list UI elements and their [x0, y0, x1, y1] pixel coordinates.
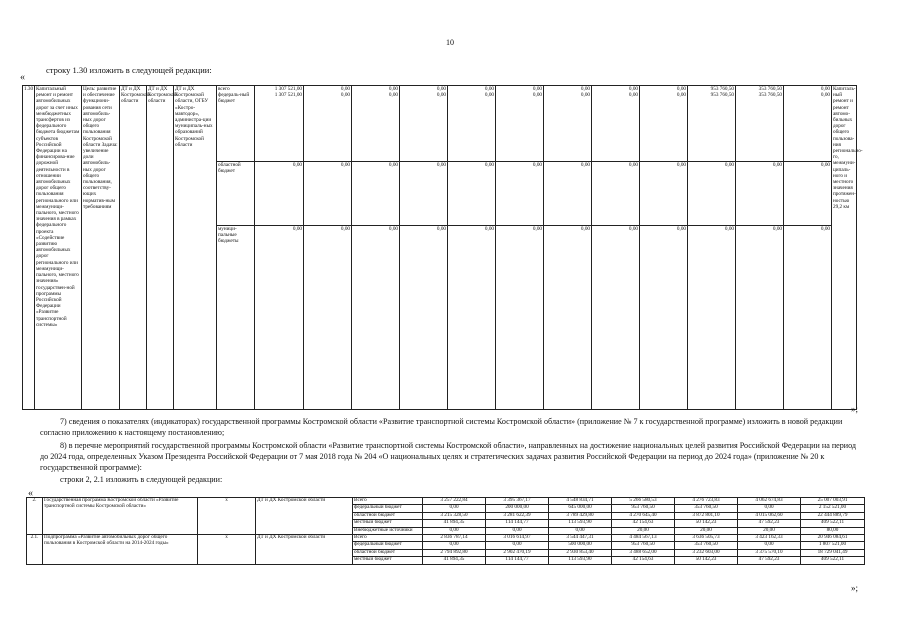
expected-result-cell: Капиталь-ный ремонт и ремонт автомо-бильных дорог общего пользова-ния регионально-го, межмуни-ципаль-ного и местного значения протяжен-ностью 29,2 км [832, 86, 857, 410]
amount-value: 0,00 [676, 92, 686, 99]
open-quote-1: « [20, 72, 25, 83]
amount-cell: 0,00 [448, 162, 496, 226]
amount-cell: 50 142,23 [675, 557, 738, 564]
amount-value: 0,00 [388, 92, 398, 99]
amount-cell: 20,00 [612, 527, 675, 534]
amount-cell: 3 395 367,17 [486, 498, 549, 505]
amount-cell [400, 86, 448, 162]
funding-source-cell: областной бюджет [353, 512, 423, 519]
amount-value: 0,00 [676, 86, 686, 92]
amount-cell: 0,00 [400, 162, 448, 226]
amount-value: 0,00 [532, 86, 542, 92]
amount-cell: 5 266 580,53 [612, 498, 675, 505]
amount-cell: 41 894,35 [423, 520, 486, 527]
amount-cell: 0,00 [496, 162, 544, 226]
funding-source-cell: Всего [353, 534, 423, 541]
amount-cell: 0,00 [736, 162, 784, 226]
amount-cell: 20 946 084,61 [801, 534, 865, 541]
amount-cell: 3 016 614,97 [486, 534, 549, 541]
amount-cell: 113 593,90 [549, 520, 612, 527]
amount-cell [784, 86, 832, 162]
funding-source-cell: областной бюджет [217, 162, 255, 226]
amount-cell [688, 86, 736, 162]
amount-cell [304, 86, 352, 162]
amount-value: 0,00 [484, 92, 494, 99]
amount-cell: 0,00 [423, 527, 486, 534]
amount-cell: 22 444 889,79 [801, 512, 865, 519]
amount-cell [255, 86, 304, 162]
amount-cell: 953 760,50 [612, 505, 675, 512]
amount-value: 0,00 [628, 86, 638, 92]
row-number-cell: 2. [27, 498, 43, 535]
amount-cell [640, 86, 688, 162]
x-mark-cell: х [198, 498, 256, 535]
amount-cell: 3 636 505,73 [675, 534, 738, 541]
amount-value: 0,00 [628, 92, 638, 99]
amount-cell: 0,00 [592, 226, 640, 410]
amount-cell: 42 154,63 [612, 557, 675, 564]
funding-source-cell [217, 86, 255, 162]
close-quote-2: »; [851, 583, 859, 593]
amount-cell: 2 152 521,00 [801, 505, 865, 512]
funding-source-cell: местный бюджет [353, 520, 423, 527]
amount-cell: 1 807 521,00 [801, 542, 865, 549]
amount-value: 0,00 [580, 86, 590, 92]
amount-cell: 114 144,77 [486, 520, 549, 527]
amount-value: 0,00 [436, 92, 446, 99]
executor-cell-1: ДТ и ДХ Костромской области [120, 86, 147, 410]
amount-cell: 3 423 162,33 [738, 534, 801, 541]
amount-cell: 200 000,00 [486, 505, 549, 512]
amount-value: 0,00 [484, 86, 494, 92]
amount-cell: 0,00 [688, 226, 736, 410]
page-number: 10 [446, 38, 454, 47]
amount-cell: 25 007 003,91 [801, 498, 865, 505]
amount-cell: 0,00 [736, 226, 784, 410]
amount-cell: 0,00 [592, 162, 640, 226]
amount-value: 0,00 [340, 86, 350, 92]
amount-cell: 0,00 [486, 542, 549, 549]
amount-cell [544, 86, 592, 162]
amount-cell: 0,00 [640, 162, 688, 226]
funding-source-cell: Внебюджетные источники [353, 527, 423, 534]
amount-value: 0,00 [532, 92, 542, 99]
amount-cell: 4 276 723,83 [675, 498, 738, 505]
row-number-cell: 1.30 [23, 86, 35, 410]
amount-cell: 2 902 470,19 [486, 549, 549, 556]
amount-value: 353 760,50 [758, 86, 782, 92]
funding-source-cell: муници-пальные бюджеты [217, 226, 255, 410]
amount-cell: 0,00 [423, 505, 486, 512]
amount-cell: 0,00 [255, 226, 304, 410]
program-table-row [27, 534, 865, 541]
amount-cell: 2 794 892,80 [423, 549, 486, 556]
amount-value: 0,00 [820, 86, 830, 92]
amount-cell: 3 232 603,00 [675, 549, 738, 556]
source-label: федераль-ный бюджет [218, 92, 250, 105]
amount-cell: 0,00 [549, 527, 612, 534]
amount-cell: 3 789 429,80 [549, 512, 612, 519]
amount-cell: 20,00 [675, 527, 738, 534]
amount-cell: 0,00 [400, 226, 448, 410]
amount-cell: 2 930 853,40 [549, 549, 612, 556]
amount-cell: 2 836 787,14 [423, 534, 486, 541]
amount-value: 0,00 [388, 86, 398, 92]
amount-cell: 0,00 [738, 505, 801, 512]
amount-cell: 645 000,00 [549, 505, 612, 512]
amount-value: 1 307 521,00 [274, 92, 302, 99]
program-name-cell: Подпрограмма «Развитие автомобильных дорог общего пользования в Костромской области на 2014-2024 годы» [43, 534, 198, 564]
amount-cell [496, 86, 544, 162]
amount-cell: 41 894,35 [423, 557, 486, 564]
intro-line-1: строку 1.30 изложить в следующей редакции: [46, 65, 212, 75]
program-rows-table [26, 497, 865, 565]
amount-value: 0,00 [820, 92, 830, 99]
amount-cell: 18 729 041,49 [801, 549, 865, 556]
amount-cell: 0,00 [496, 226, 544, 410]
amount-cell [448, 86, 496, 162]
row-1-30-table [22, 85, 863, 410]
amount-cell: 409 522,11 [801, 520, 865, 527]
amount-cell: 0,00 [784, 162, 832, 226]
amount-cell: 3 375 570,10 [738, 549, 801, 556]
amount-cell: 4 270 645,40 [612, 512, 675, 519]
amount-cell: 3 257 222,84 [423, 498, 486, 505]
amount-cell: 4 548 834,71 [549, 498, 612, 505]
amount-cell: 3 872 801,10 [675, 512, 738, 519]
open-quote-2: « [28, 488, 33, 499]
amount-cell: 113 593,90 [549, 557, 612, 564]
amount-value: 0,00 [340, 92, 350, 99]
amount-cell: 0,00 [544, 162, 592, 226]
paragraph-8: 8) в перечне мероприятий государственной программы Костромской области «Развитие транспортной системы Костромской области», направленных на достижение национальных целей развития Российской Федерации на период до 2024 года, определенных Указом Президента Российской Федерации от 7 мая 2018 года № 204 «О национальных целях и стратегических задачах развития Российской Федерации на период до 2024 года» (приложение № 20 к государственной программе): [40, 441, 857, 472]
amount-cell [736, 86, 784, 162]
funding-source-cell: местный бюджет [353, 557, 423, 564]
amount-cell: 47 592,23 [738, 557, 801, 564]
amount-cell: 3 544 447,31 [549, 534, 612, 541]
executor-cell-3: ДТ и ДХ Костромской области, ОГБУ «Костро-мавтодор», администра-ции муниципаль-ных образований Костромской области [174, 86, 217, 410]
amount-cell: 0,00 [352, 226, 400, 410]
program-name-cell: Государственная программа Костромской области «Развитие транспортной системы Костромской области» [43, 498, 198, 535]
amount-cell: 409 522,11 [801, 557, 865, 564]
amount-cell [352, 86, 400, 162]
amount-cell: 47 592,23 [738, 520, 801, 527]
amount-cell: 3 488 652,00 [612, 549, 675, 556]
row-number-cell: 2.1. [27, 534, 43, 564]
amount-cell: 0,00 [640, 226, 688, 410]
amount-cell: 0,00 [448, 226, 496, 410]
amount-value: 0,00 [580, 92, 590, 99]
funding-source-cell: федеральный бюджет [353, 505, 423, 512]
amount-cell: 3 215 328,50 [423, 512, 486, 519]
amount-value: 0,00 [436, 86, 446, 92]
program-table-row [27, 498, 865, 505]
x-mark-cell: х [198, 534, 256, 564]
close-quote-1: »; [851, 404, 859, 414]
amount-cell [592, 86, 640, 162]
amount-cell: 353 760,50 [675, 542, 738, 549]
amount-cell: 500 000,00 [549, 542, 612, 549]
amount-value: 953 760,50 [710, 92, 734, 99]
amount-cell: 20,00 [738, 527, 801, 534]
funding-source-cell: федеральный бюджет [353, 542, 423, 549]
intro-line-2: строки 2, 2.1 изложить в следующей редакции: [60, 475, 223, 484]
amount-cell: 3 281 622,39 [486, 512, 549, 519]
amount-cell: 114 144,77 [486, 557, 549, 564]
amount-cell: 50 142,23 [675, 520, 738, 527]
amount-cell: 80,00 [801, 527, 865, 534]
amount-cell: 0,00 [304, 162, 352, 226]
amount-cell: 0,00 [486, 527, 549, 534]
amount-cell: 4 484 567,13 [612, 534, 675, 541]
amount-value: 953 760,50 [710, 86, 734, 92]
amount-cell: 4 062 674,83 [738, 498, 801, 505]
amount-cell: 0,00 [784, 226, 832, 410]
amount-cell: 353 760,50 [675, 505, 738, 512]
funding-source-cell: Всего [353, 498, 423, 505]
executor-cell-2: ДТ и ДХ Костромской области [147, 86, 174, 410]
executor-cell: ДТ и ДХ Костромской области [256, 498, 353, 535]
source-label: всего [218, 86, 230, 92]
amount-cell: 0,00 [304, 226, 352, 410]
activity-name-cell: Капитальный ремонт и ремонт автомобильных дорог за счет иных межбюджетных трансфертов из федерального бюджета бюджетам субъектов Российской Федерации на финансирова-ние дорожной деятельности в отношении автомобильных дорог общего пользования регионального или межмуници-пального, местного значения в рамках федерального проекта «Содействие развитию автомобильных дорог регионального или межмуници-пального, местного значения» государствен-ной программы Российской Федерации «Развитие транспортной системы» [35, 86, 82, 410]
amount-cell: 0,00 [255, 162, 304, 226]
amount-cell: 42 154,63 [612, 520, 675, 527]
amount-value: 1 307 521,00 [274, 86, 302, 92]
amount-cell: 4 015 062,60 [738, 512, 801, 519]
goal-task-cell: Цель: развитие и обеспечение функциони-рования сети автомобиль-ных дорог общего пользования Костромской области Задача: увеличение доли автомобиль-ных дорог общего пользования, соответству-ющих норматив-ным требованиям [82, 86, 120, 410]
paragraph-7: 7) сведения о показателях (индикаторах) государственной программы Костромской области «Развитие транспортной системы Костромской области» (приложение № 7 к государственной программе) изложить в новой редакции согласно приложению к настоящему постановлению; [40, 417, 843, 437]
amount-cell: 0,00 [352, 162, 400, 226]
amount-cell: 0,00 [423, 542, 486, 549]
amount-cell: 0,00 [738, 542, 801, 549]
amount-value: 353 760,50 [758, 92, 782, 99]
funding-source-cell: областной бюджет [353, 549, 423, 556]
amount-cell: 0,00 [688, 162, 736, 226]
amount-cell: 0,00 [544, 226, 592, 410]
amount-cell: 953 760,50 [612, 542, 675, 549]
executor-cell: ДТ и ДХ Костромской области [256, 534, 353, 564]
